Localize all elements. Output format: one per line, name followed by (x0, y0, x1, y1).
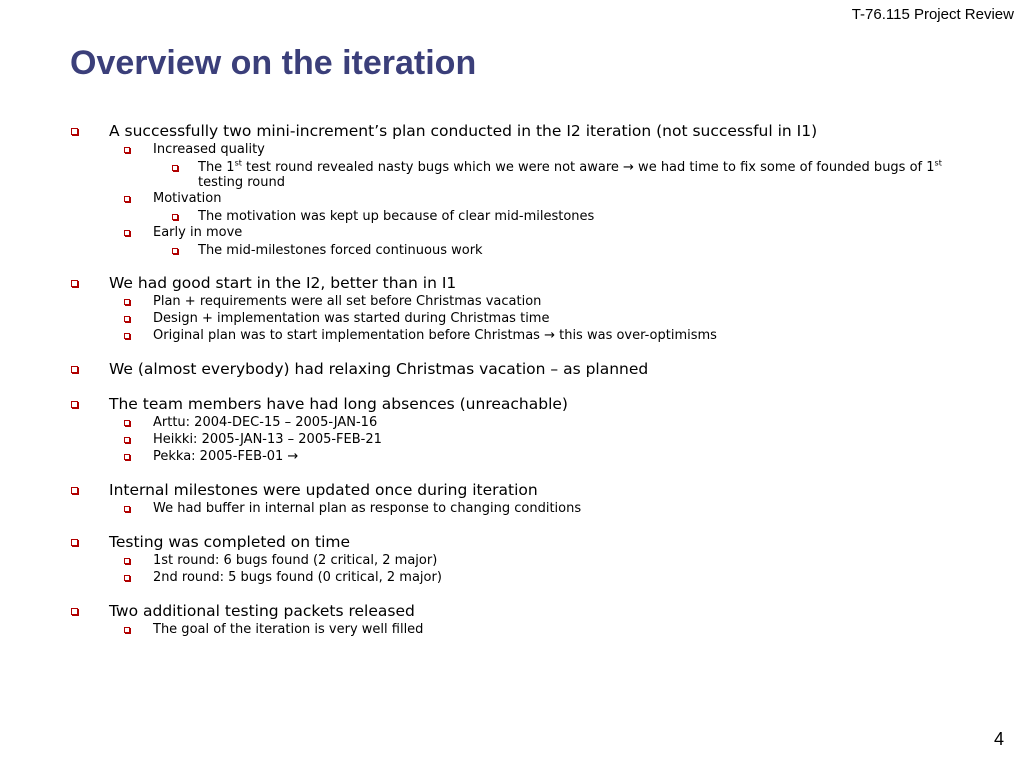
square-bullet-icon (71, 366, 78, 373)
sub-bullet-text: 2nd round: 5 bugs found (0 critical, 2 major) (153, 570, 442, 585)
square-bullet-icon (71, 608, 78, 615)
square-bullet-icon (124, 558, 130, 564)
sub-sub-bullet-item (0, 243, 1024, 258)
sub-bullet-item (0, 552, 1024, 569)
sub-bullet-text: Plan + requirements were all set before Christmas vacation (153, 294, 542, 309)
sub-bullet-item (0, 190, 1024, 207)
square-bullet-icon (172, 214, 178, 220)
square-bullet-icon (124, 147, 130, 153)
sub-bullet-text: Original plan was to start implementation before Christmas → this was over-optimisms (153, 328, 717, 343)
bullet-text: We (almost everybody) had relaxing Christmas vacation – as planned (109, 360, 649, 378)
sub-bullet-text: The goal of the iteration is very well filled (153, 622, 424, 637)
sub-sub-bullet-item (0, 160, 1024, 190)
bullet-text: Testing was completed on time (109, 533, 351, 551)
square-bullet-icon (124, 420, 130, 426)
square-bullet-icon (71, 487, 78, 494)
square-bullet-icon (124, 196, 130, 202)
bullet-item (0, 359, 1024, 379)
sub-bullet-item (0, 621, 1024, 638)
sub-bullet-text: Motivation (153, 191, 222, 206)
square-bullet-icon (71, 401, 78, 408)
sub-bullet-item (0, 224, 1024, 241)
square-bullet-icon (71, 128, 78, 135)
square-bullet-icon (124, 575, 130, 581)
square-bullet-icon (71, 280, 78, 287)
square-bullet-icon (71, 539, 78, 546)
sub-bullet-text: Arttu: 2004-DEC-15 – 2005-JAN-16 (153, 415, 378, 430)
sub-bullet-text: 1st round: 6 bugs found (2 critical, 2 major) (153, 553, 438, 568)
course-header: T-76.115 Project Review (851, 6, 1014, 23)
square-bullet-icon (172, 165, 178, 171)
sub-sub-bullet-text: The mid-milestones forced continuous work (198, 243, 483, 258)
square-bullet-icon (172, 248, 178, 254)
slide-content (0, 121, 1024, 638)
bullet-text: A successfully two mini-increment’s plan conducted in the I2 iteration (not successful in I1) (109, 122, 818, 140)
square-bullet-icon (124, 437, 130, 443)
bullet-item (0, 601, 1024, 621)
square-bullet-icon (124, 299, 130, 305)
sub-bullet-item (0, 310, 1024, 327)
square-bullet-icon (124, 333, 130, 339)
bullet-text: Internal milestones were updated once during iteration (109, 481, 538, 499)
bullet-item (0, 394, 1024, 414)
slide-title: Overview on the iteration (70, 44, 477, 82)
square-bullet-icon (124, 316, 130, 322)
sub-bullet-item (0, 431, 1024, 448)
bullet-item (0, 480, 1024, 500)
bullet-text: Two additional testing packets released (109, 602, 415, 620)
sub-bullet-text: Early in move (153, 225, 243, 240)
sub-bullet-item (0, 327, 1024, 344)
sub-bullet-text: Heikki: 2005-JAN-13 – 2005-FEB-21 (153, 432, 382, 447)
page-number: 4 (993, 729, 1004, 749)
sub-sub-bullet-text: The 1st test round revealed nasty bugs which we were not aware → we had time to fix some of founded bugs of 1st testing round (198, 158, 942, 190)
bullet-item (0, 121, 1024, 141)
square-bullet-icon (124, 454, 130, 460)
sub-bullet-item (0, 293, 1024, 310)
bullet-item (0, 273, 1024, 293)
bullet-text: The team members have had long absences (unreachable) (109, 395, 568, 413)
sub-sub-bullet-item (0, 209, 1024, 224)
sub-bullet-item (0, 141, 1024, 158)
sub-bullet-text: We had buffer in internal plan as response to changing conditions (153, 501, 582, 516)
sub-bullet-item (0, 448, 1024, 465)
sub-bullet-item (0, 569, 1024, 586)
square-bullet-icon (124, 506, 130, 512)
sub-bullet-text: Pekka: 2005-FEB-01 → (153, 449, 299, 464)
sub-bullet-item (0, 500, 1024, 517)
square-bullet-icon (124, 627, 130, 633)
bullet-text: We had good start in the I2, better than in I1 (109, 274, 457, 292)
sub-bullet-text: Increased quality (153, 142, 265, 157)
sub-sub-bullet-text: The motivation was kept up because of clear mid-milestones (198, 209, 595, 224)
sub-bullet-text: Design + implementation was started during Christmas time (153, 311, 550, 326)
sub-bullet-item (0, 414, 1024, 431)
square-bullet-icon (124, 230, 130, 236)
bullet-item (0, 532, 1024, 552)
